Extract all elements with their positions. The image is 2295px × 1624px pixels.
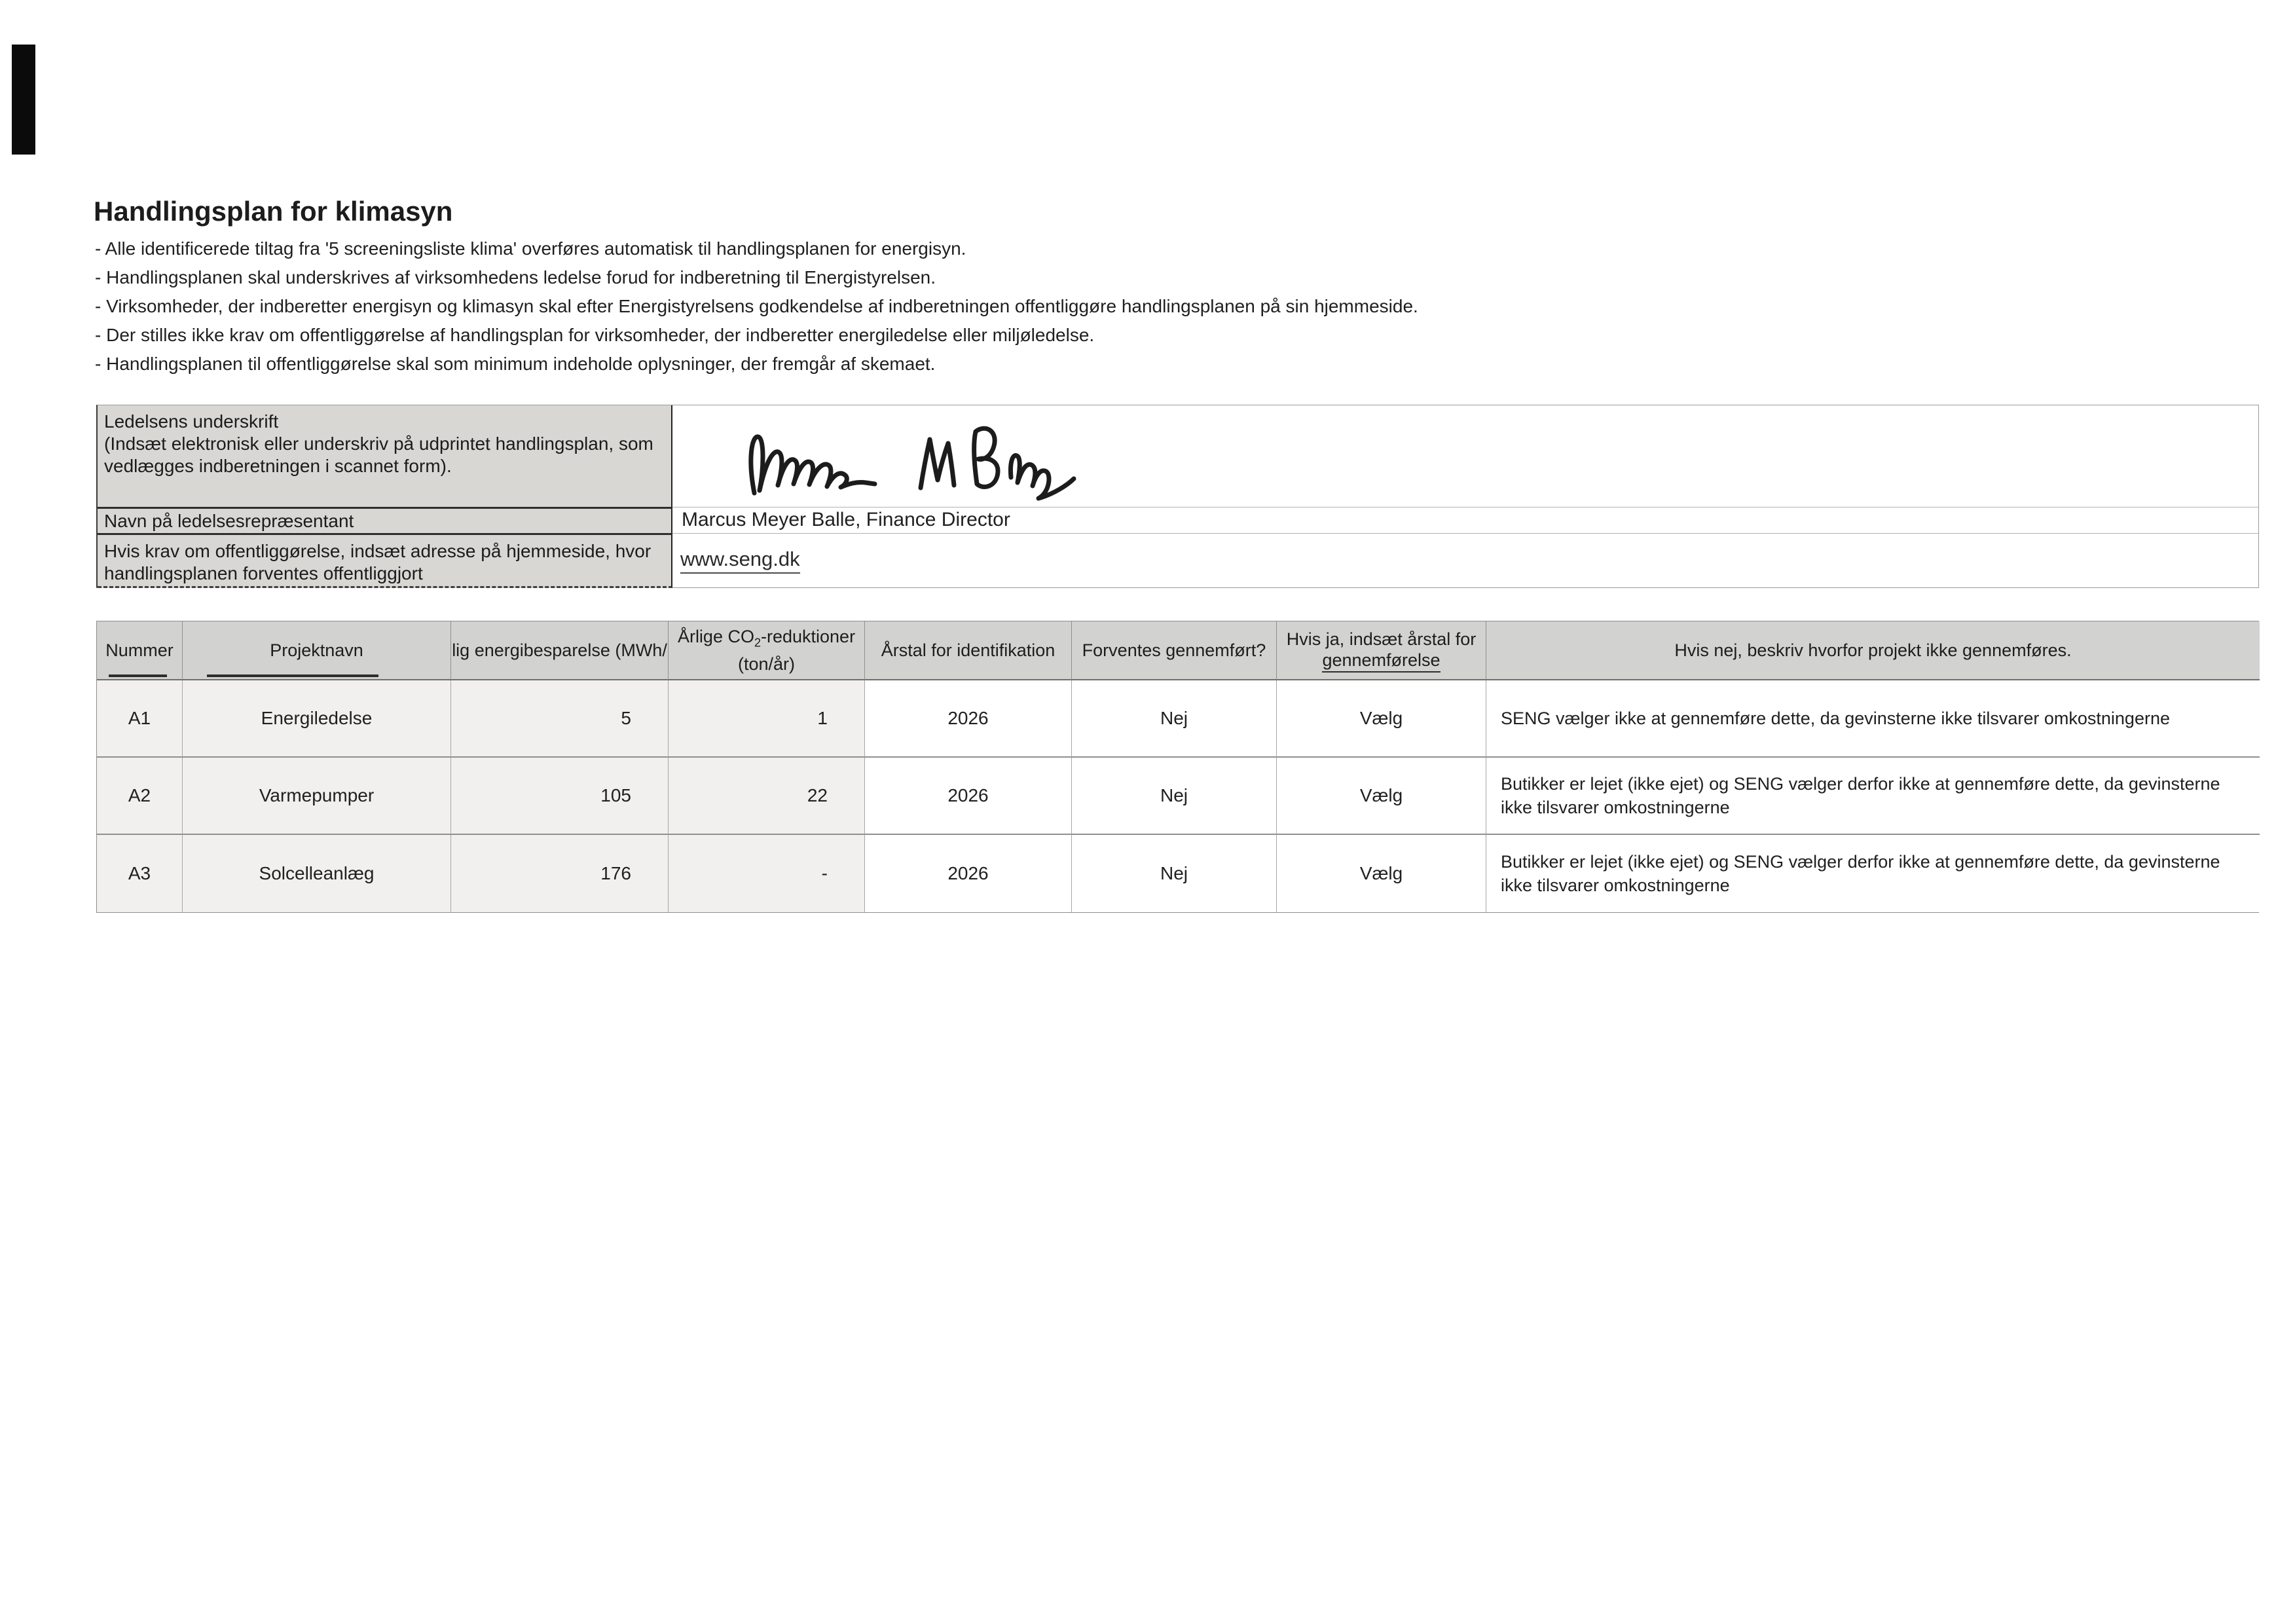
cell-forventes: Nej [1072,680,1277,758]
intro-bullet: - Virksomheder, der indberetter energisyn og klimasyn skal efter Energistyrelsens godkendelse af indberetningen offentliggøre handlingsplanen på sin hjemmeside. [95,296,1418,316]
website-label-text: Hvis krav om offentliggørelse, indsæt adresse på hjemmeside, hvor handlingsplanen forventes offentliggjort [104,541,652,583]
col-header-energibesparelse: lig energibesparelse (MWh/ [451,621,669,680]
signature-image [736,420,1129,505]
action-plan-table [96,621,2259,913]
signature-cell [674,405,2258,507]
cell-aarstal: 2026 [865,680,1072,758]
cell-hvis-ja-vaelg: Vælg [1277,758,1486,835]
cell-aarstal: 2026 [865,758,1072,835]
intro-list [95,234,1418,378]
cell-projektnavn: Solcelleanlæg [183,835,451,912]
scan-artifact-bar [12,45,35,155]
cell-co2: 1 [669,680,865,758]
page-title: Handlingsplan for klimasyn [94,196,453,227]
col-header-nummer: Nummer [97,621,183,680]
cell-forventes: Nej [1072,835,1277,912]
signature-label-instructions: (Indsæt elektronisk eller underskriv på udprintet handlingsplan, som vedlægges indberetningen i scannet form). [104,434,653,476]
intro-bullet: - Der stilles ikke krav om offentliggørelse af handlingsplan for virksomheder, der indberetter energiledelse eller miljøledelse. [95,325,1095,345]
cell-hvis-nej: SENG vælger ikke at gennemføre dette, da gevinsterne ikke tilsvarer omkostningerne [1486,680,2260,758]
cell-hvis-nej: Butikker er lejet (ikke ejet) og SENG vælger derfor ikke at gennemføre dette, da gevinsterne ikke tilsvarer omkostningerne [1486,758,2260,835]
cell-energibesparelse: 176 [451,835,669,912]
website-label-cell [98,533,672,588]
cell-projektnavn: Energiledelse [183,680,451,758]
intro-bullet: - Handlingsplanen skal underskrives af virksomhedens ledelse forud for indberetning til Energistyrelsen. [95,267,936,287]
cell-nummer: A2 [97,758,183,835]
col-header-projektnavn: Projektnavn [183,621,451,680]
cell-co2: - [669,835,865,912]
cell-forventes: Nej [1072,758,1277,835]
intro-bullet: - Alle identificerede tiltag fra '5 screeningsliste klima' overføres automatisk til handlingsplanen for energisyn. [95,238,966,259]
cell-co2: 22 [669,758,865,835]
cell-nummer: A1 [97,680,183,758]
management-signature-form [96,405,2259,588]
cell-projektnavn: Varmepumper [183,758,451,835]
intro-bullet: - Handlingsplanen til offentliggørelse skal som minimum indeholde oplysninger, der fremgår af skemaet. [95,354,936,374]
scan-underline [207,674,378,677]
col-header-hvis-nej: Hvis nej, beskriv hvorfor projekt ikke gennemføres. [1486,621,2260,680]
representative-name-value: Marcus Meyer Balle, Finance Director [682,509,1010,530]
scan-underline [109,674,166,677]
col-header-co2-reduktioner: Årlige $CO_2$-reduktioner (ton/år) [669,621,865,680]
website-url[interactable]: www.seng.dk [680,547,800,574]
col-header-hvis-ja: Hvis ja, indsæt årstal for gennemførelse [1277,621,1486,680]
col-header-forventes-gennemfoert: Forventes gennemført? [1072,621,1277,680]
cell-hvis-ja-vaelg: Vælg [1277,835,1486,912]
cell-hvis-nej: Butikker er lejet (ikke ejet) og SENG vælger derfor ikke at gennemføre dette, da gevinsterne ikke tilsvarer omkostningerne [1486,835,2260,912]
cell-energibesparelse: 5 [451,680,669,758]
signature-label-cell [98,405,672,507]
col-header-aarstal-identifikation: Årstal for identifikation [865,621,1072,680]
signature-label-title: Ledelsens underskrift [104,411,279,432]
cell-aarstal: 2026 [865,835,1072,912]
cell-nummer: A3 [97,835,183,912]
representative-name-label-cell: Navn på ledelsesrepræsentant [98,507,672,533]
website-cell [680,533,2258,587]
cell-hvis-ja-vaelg: Vælg [1277,680,1486,758]
cell-energibesparelse: 105 [451,758,669,835]
